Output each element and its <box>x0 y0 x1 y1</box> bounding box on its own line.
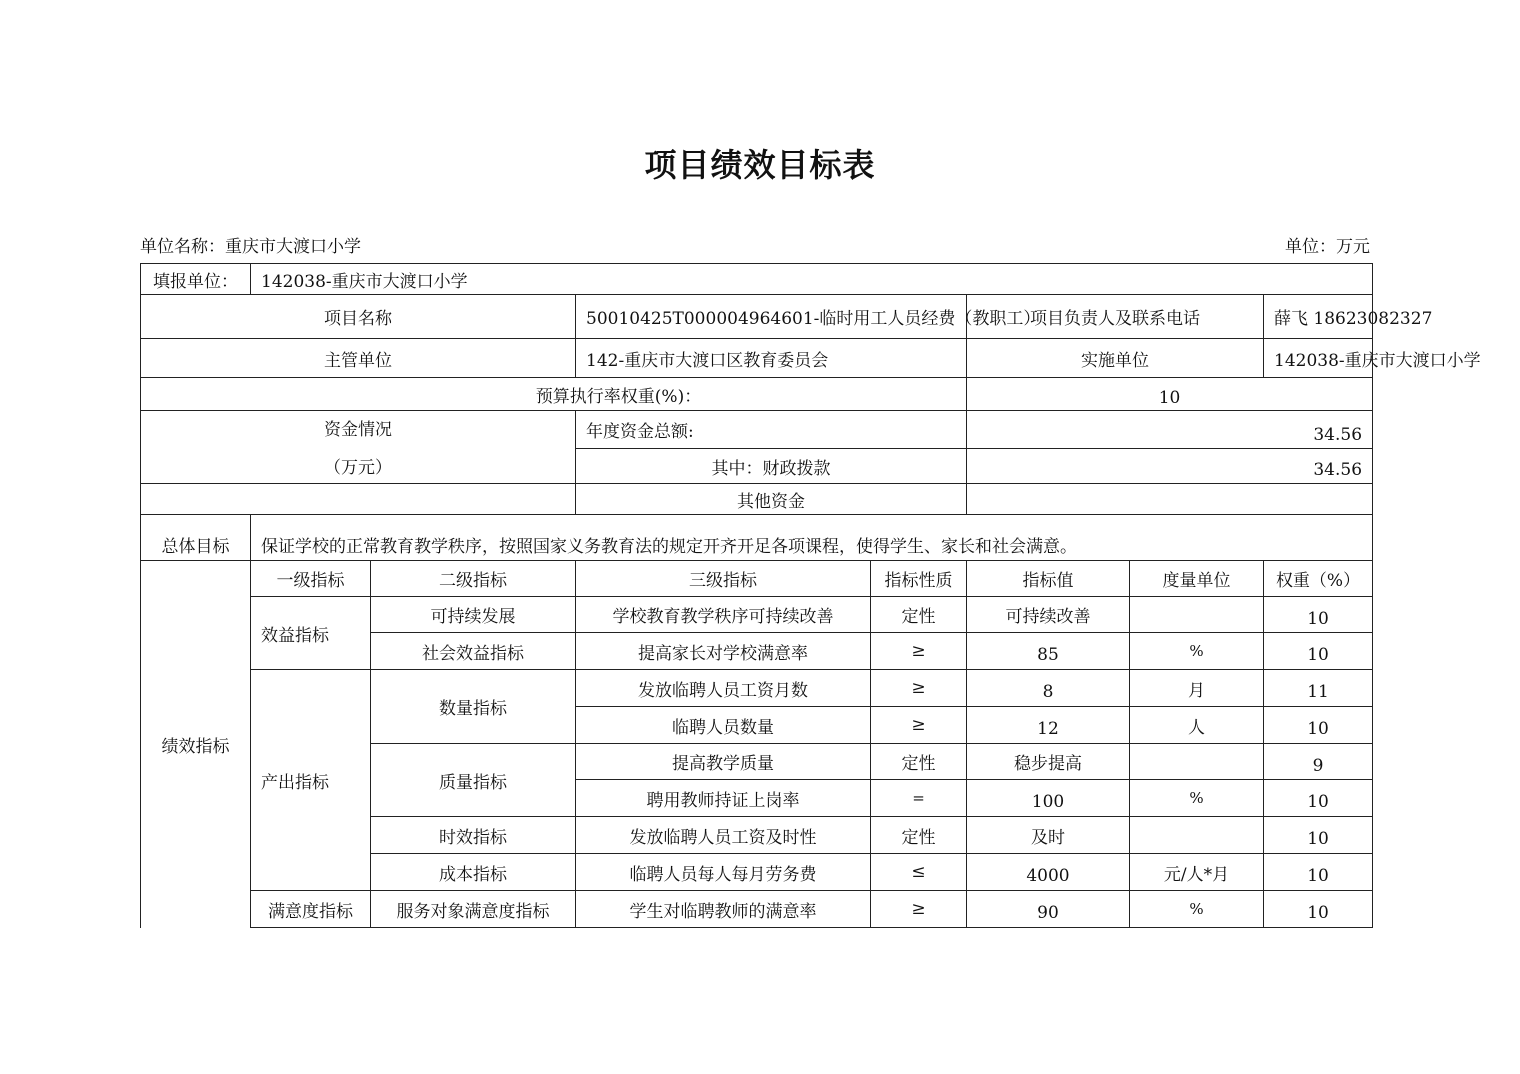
level3-cell: 临聘人员每人每月劳务费 <box>576 854 871 891</box>
header-weight: 权重（%） <box>1264 561 1373 597</box>
header-level2: 二级指标 <box>371 561 576 597</box>
weight-cell: 10 <box>1264 891 1373 928</box>
funds-label-line1: 资金情况 <box>141 411 576 449</box>
goal-row <box>141 515 1373 561</box>
unit-cell: % <box>1130 891 1264 928</box>
level2-service: 服务对象满意度指标 <box>371 891 576 928</box>
performance-form-table <box>140 263 1481 928</box>
table-row <box>141 891 1373 928</box>
value-cell: 100 <box>967 780 1130 817</box>
annual-total-value: 34.56 <box>967 411 1373 449</box>
value-cell: 85 <box>967 633 1130 670</box>
goal-value: 保证学校的正常教育教学秩序，按照国家义务教育法的规定开齐开足各项课程，使得学生、家长和社会满意。 <box>251 515 1373 561</box>
nature-cell: 定性 <box>871 817 967 854</box>
level3-cell: 提高家长对学校满意率 <box>576 633 871 670</box>
unit-cell: % <box>1130 780 1264 817</box>
level3-cell: 发放临聘人员工资月数 <box>576 670 871 707</box>
level2-cost: 成本指标 <box>371 854 576 891</box>
supervisor-row <box>141 339 1373 378</box>
nature-cell: = <box>871 780 967 817</box>
weight-cell: 10 <box>1264 597 1373 633</box>
goal-label: 总体目标 <box>141 515 251 561</box>
annual-funds-row <box>141 411 1373 449</box>
value-cell: 4000 <box>967 854 1130 891</box>
unit-name: 单位名称：重庆市大渡口小学 <box>140 237 361 257</box>
level2-quantity: 数量指标 <box>371 670 576 744</box>
fiscal-label: 其中：财政拨款 <box>576 449 967 484</box>
contact-label: 项目负责人及联系电话 <box>967 295 1264 339</box>
weight-cell: 11 <box>1264 670 1373 707</box>
weight-cell: 10 <box>1264 854 1373 891</box>
reporting-value: 142038-重庆市大渡口小学 <box>251 264 1373 295</box>
other-funds-row <box>141 484 1373 515</box>
level2-sustainable: 可持续发展 <box>371 597 576 633</box>
nature-cell: ≤ <box>871 854 967 891</box>
value-cell: 8 <box>967 670 1130 707</box>
value-cell: 12 <box>967 707 1130 744</box>
weight-cell: 9 <box>1264 744 1373 780</box>
impl-label: 实施单位 <box>967 339 1264 378</box>
other-label: 其他资金 <box>576 484 967 515</box>
nature-cell: 定性 <box>871 744 967 780</box>
nature-cell: ≥ <box>871 891 967 928</box>
level1-benefit: 效益指标 <box>251 597 371 670</box>
level3-cell: 学生对临聘教师的满意率 <box>576 891 871 928</box>
project-name-label: 项目名称 <box>141 295 576 339</box>
level3-cell: 学校教育教学秩序可持续改善 <box>576 597 871 633</box>
unit-cell <box>1130 744 1264 780</box>
weight-cell: 10 <box>1264 707 1373 744</box>
supervisor-value: 142-重庆市大渡口区教育委员会 <box>576 339 967 378</box>
nature-cell: 定性 <box>871 597 967 633</box>
nature-cell: ≥ <box>871 707 967 744</box>
supervisor-label: 主管单位 <box>141 339 576 378</box>
level3-cell: 发放临聘人员工资及时性 <box>576 817 871 854</box>
indicator-header-row <box>141 561 1373 597</box>
value-cell: 稳步提高 <box>967 744 1130 780</box>
header-level3: 三级指标 <box>576 561 871 597</box>
level1-satisfaction: 满意度指标 <box>251 891 371 928</box>
budget-weight-label: 预算执行率权重(%)： <box>141 378 967 411</box>
funds-label-line2: （万元） <box>141 449 576 484</box>
header-nature: 指标性质 <box>871 561 967 597</box>
nature-cell: ≥ <box>871 633 967 670</box>
project-name-value: 50010425T000004964601-临时用工人员经费（教职工） <box>576 295 967 339</box>
performance-section-label: 绩效指标 <box>141 561 251 928</box>
header-unit: 度量单位 <box>1130 561 1264 597</box>
impl-value: 142038-重庆市大渡口小学 <box>1264 339 1373 378</box>
budget-weight-value: 10 <box>967 378 1373 411</box>
value-cell: 90 <box>967 891 1130 928</box>
page-title: 项目绩效目标表 <box>644 146 876 184</box>
reporting-row <box>141 264 1373 295</box>
level2-social: 社会效益指标 <box>371 633 576 670</box>
nature-cell: ≥ <box>871 670 967 707</box>
level2-timeliness: 时效指标 <box>371 817 576 854</box>
value-cell: 可持续改善 <box>967 597 1130 633</box>
unit-cell: 月 <box>1130 670 1264 707</box>
unit-cell: 人 <box>1130 707 1264 744</box>
level1-output: 产出指标 <box>251 670 371 891</box>
level3-cell: 提高教学质量 <box>576 744 871 780</box>
unit-cell: % <box>1130 633 1264 670</box>
fiscal-funds-row <box>141 449 1373 484</box>
budget-weight-row <box>141 378 1373 411</box>
annual-total-label: 年度资金总额: <box>576 411 967 449</box>
level3-cell: 聘用教师持证上岗率 <box>576 780 871 817</box>
weight-cell: 10 <box>1264 817 1373 854</box>
weight-cell: 10 <box>1264 780 1373 817</box>
fiscal-value: 34.56 <box>967 449 1373 484</box>
weight-cell: 10 <box>1264 633 1373 670</box>
header-level1: 一级指标 <box>251 561 371 597</box>
project-row <box>141 295 1373 339</box>
unit-cell <box>1130 817 1264 854</box>
currency-unit: 单位：万元 <box>1285 237 1370 257</box>
other-funds-blank <box>141 484 576 515</box>
level3-cell: 临聘人员数量 <box>576 707 871 744</box>
reporting-label: 填报单位： <box>141 264 251 295</box>
unit-cell: 元/人*月 <box>1130 854 1264 891</box>
level2-quality: 质量指标 <box>371 744 576 817</box>
value-cell: 及时 <box>967 817 1130 854</box>
header-value: 指标值 <box>967 561 1130 597</box>
table-row <box>141 597 1373 633</box>
other-value <box>967 484 1373 515</box>
unit-cell <box>1130 597 1264 633</box>
contact-value: 薛飞 18623082327 <box>1264 295 1373 339</box>
table-row <box>141 670 1373 707</box>
